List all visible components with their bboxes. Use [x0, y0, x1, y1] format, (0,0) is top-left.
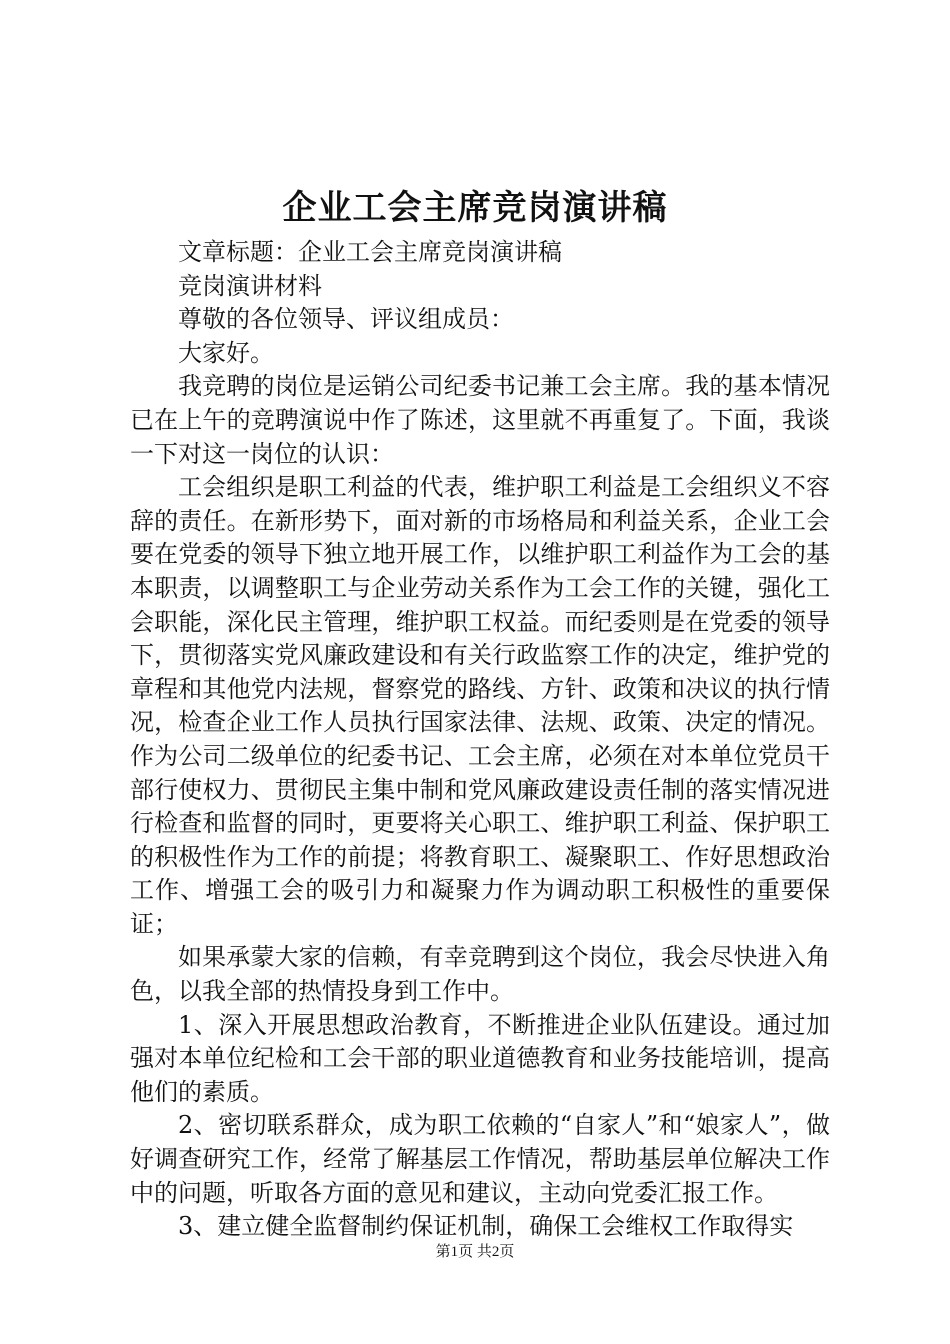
document-body — [130, 236, 830, 1244]
paragraph-subtitle: 竞岗演讲材料 — [178, 271, 322, 300]
paragraph-point-1: 1、深入开展思想政治教育，不断推进企业队伍建设。通过加强对本单位纪检和工会干部的职业道德教育和业务技能培训，提高他们的素质。 — [130, 1010, 830, 1106]
paragraph-point-3: 3、建立健全监督制约保证机制，确保工会维权工作取得实 — [178, 1212, 794, 1241]
paragraph-intro: 我竞聘的岗位是运销公司纪委书记兼工会主席。我的基本情况已在上午的竞聘演说中作了陈述，这里就不再重复了。下面，我谈一下对这一岗位的认识： — [130, 372, 830, 468]
paragraph-point-2: 2、密切联系群众，成为职工依赖的“自家人”和“娘家人”，做好调查研究工作，经常了解基层工作情况，帮助基层单位解决工作中的问题，听取各方面的意见和建议，主动向党委汇报工作。 — [130, 1111, 830, 1207]
page-number-footer: 第1页 共2页 — [435, 1244, 515, 1260]
paragraph-article-title: 文章标题：企业工会主席竞岗演讲稿 — [178, 238, 562, 266]
paragraph-greeting: 大家好。 — [178, 338, 274, 367]
paragraph-role-understanding: 工会组织是职工利益的代表，维护职工利益是工会组织义不容辞的责任。在新形势下，面对新的市场格局和利益关系，企业工会要在党委的领导下独立地开展工作，以维护职工利益作为工会的基本职责，以调整职工与企业劳动关系作为工会工作的关键，强化工会职能，深化民主管理，维护职工权益。而纪委则是在党委的领导下，贯彻落实党风廉政建设和有关行政监察工作的决定，维护党的章程和其他党内法规，督察党的路线、方针、政策和决议的执行情况，检查企业工作人员执行国家法律、法规、政策、决定的情况。作为公司二级单位的纪委书记、工会主席，必须在对本单位党员干部行使权力、贯彻民主集中制和党风廉政建设责任制的落实情况进行检查和监督的同时，更要将关心职工、维护职工利益、保护职工的积极性作为工作的前提；将教育职工、凝聚职工、作好思想政治工作、增强工会的吸引力和凝聚力作为调动职工积极性的重要保证； — [130, 473, 830, 938]
document-title: 企业工会主席竞岗演讲稿 — [282, 188, 668, 228]
paragraph-commitment: 如果承蒙大家的信赖，有幸竞聘到这个岗位，我会尽快进入角色，以我全部的热情投身到工作中。 — [130, 943, 830, 1006]
paragraph-salutation: 尊敬的各位领导、评议组成员： — [178, 305, 514, 334]
